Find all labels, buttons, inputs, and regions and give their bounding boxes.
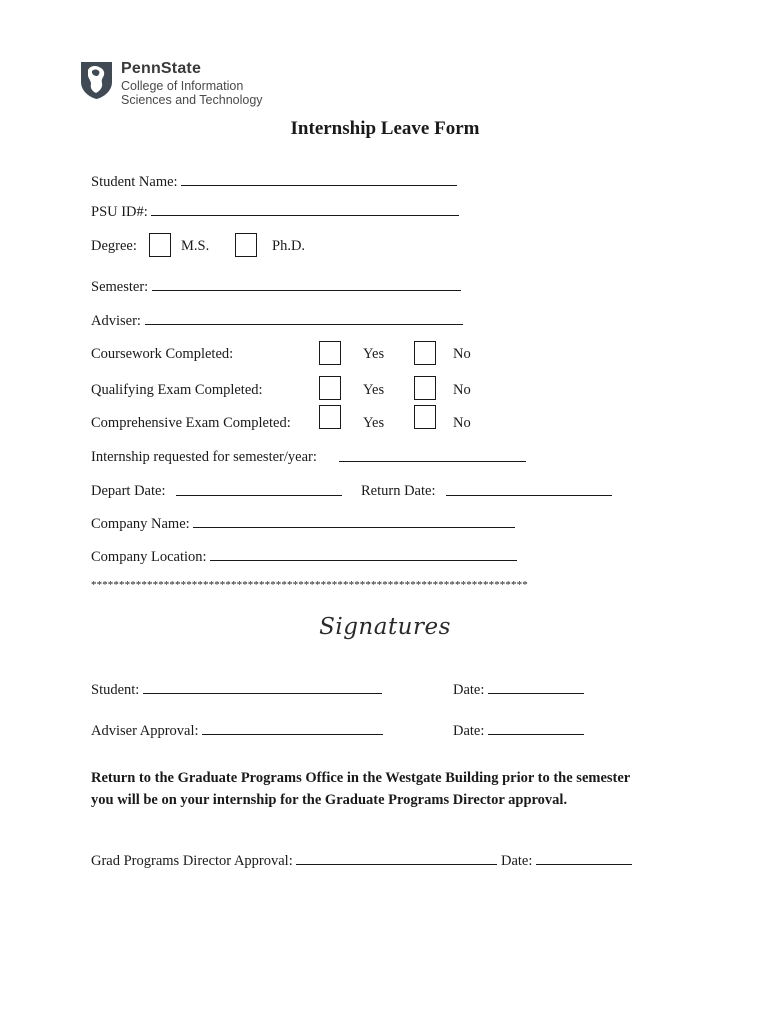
adviser-field[interactable] <box>145 312 463 325</box>
return-date-label: Return Date: <box>361 483 436 499</box>
psu-id-row <box>91 203 459 221</box>
semester-row <box>91 278 461 296</box>
qualifying-no-checkbox[interactable] <box>414 376 436 400</box>
comprehensive-no-checkbox[interactable] <box>414 405 436 429</box>
student-name-row <box>91 173 457 191</box>
student-date-row <box>453 681 584 699</box>
qualifying-no-label: No <box>453 382 471 398</box>
return-date-field[interactable] <box>446 483 612 496</box>
company-name-field[interactable] <box>193 515 515 528</box>
return-note-line2: you will be on your internship for the Graduate Programs Director approval. <box>91 792 568 808</box>
director-date-label: Date: <box>501 853 533 869</box>
company-location-field[interactable] <box>210 548 517 561</box>
student-signature-field[interactable] <box>143 681 382 694</box>
company-location-row <box>91 548 517 566</box>
director-date-field[interactable] <box>536 852 632 865</box>
adviser-date-row <box>453 722 584 740</box>
semester-field[interactable] <box>152 278 461 291</box>
company-name-label: Company Name: <box>91 516 190 532</box>
comprehensive-yes-label: Yes <box>363 415 385 431</box>
comprehensive-no-label: No <box>453 415 471 431</box>
student-signature-row <box>91 681 382 699</box>
qualifying-yes-label: Yes <box>363 382 385 398</box>
comprehensive-label: Comprehensive Exam Completed: <box>91 415 291 431</box>
brand-name: PennState <box>121 60 202 77</box>
qualifying-yes-checkbox[interactable] <box>319 376 341 400</box>
brand-college-line1: College of Information <box>121 79 244 93</box>
coursework-yes-label: Yes <box>363 346 385 362</box>
student-date-label: Date: <box>453 682 485 698</box>
director-approval-field[interactable] <box>296 852 497 865</box>
degree-phd-label: Ph.D. <box>272 238 306 254</box>
brand-college-line2: Sciences and Technology <box>121 93 263 107</box>
adviser-label: Adviser: <box>91 313 141 329</box>
internship-requested-field[interactable] <box>339 449 526 462</box>
director-approval-label: Grad Programs Director Approval: <box>91 853 293 869</box>
asterisk-separator: ****************************************************************************** <box>91 579 528 591</box>
director-approval-row <box>91 852 632 870</box>
student-signature-label: Student: <box>91 682 140 698</box>
semester-label: Semester: <box>91 279 149 295</box>
psu-id-label: PSU ID#: <box>91 204 148 220</box>
coursework-label: Coursework Completed: <box>91 346 234 362</box>
signatures-heading: Signatures <box>319 614 451 640</box>
adviser-approval-field[interactable] <box>202 722 383 735</box>
degree-ms-label: M.S. <box>181 238 210 254</box>
adviser-row <box>91 312 463 330</box>
coursework-yes-checkbox[interactable] <box>319 341 341 365</box>
adviser-approval-label: Adviser Approval: <box>91 723 199 739</box>
degree-phd-checkbox[interactable] <box>235 233 257 257</box>
depart-date-label: Depart Date: <box>91 483 166 499</box>
adviser-date-label: Date: <box>453 723 485 739</box>
student-name-label: Student Name: <box>91 174 178 190</box>
degree-label: Degree: <box>91 238 137 254</box>
depart-date-field[interactable] <box>176 483 342 496</box>
form-title: Internship Leave Form <box>290 118 480 139</box>
comprehensive-yes-checkbox[interactable] <box>319 405 341 429</box>
student-date-field[interactable] <box>488 681 584 694</box>
coursework-no-label: No <box>453 346 471 362</box>
student-name-field[interactable] <box>181 173 457 186</box>
company-location-label: Company Location: <box>91 549 207 565</box>
coursework-no-checkbox[interactable] <box>414 341 436 365</box>
qualifying-label: Qualifying Exam Completed: <box>91 382 263 398</box>
degree-ms-checkbox[interactable] <box>149 233 171 257</box>
adviser-approval-row <box>91 722 383 740</box>
psu-id-field[interactable] <box>151 203 459 216</box>
penn-state-shield-logo <box>80 60 113 100</box>
company-name-row <box>91 515 515 533</box>
internship-requested-label: Internship requested for semester/year: <box>91 449 317 465</box>
adviser-date-field[interactable] <box>488 722 584 735</box>
return-note-line1: Return to the Graduate Programs Office in the Westgate Building prior to the semester <box>91 770 631 786</box>
